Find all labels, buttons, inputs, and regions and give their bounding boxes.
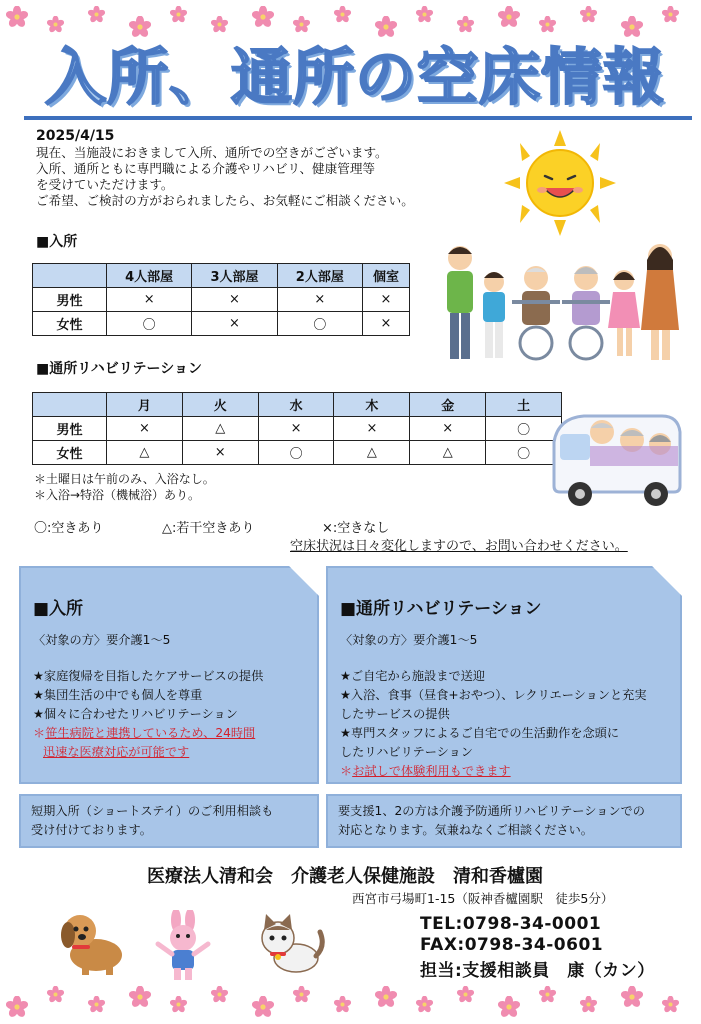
table-cell: 〇: [486, 417, 562, 441]
row-label: 男性: [33, 288, 107, 312]
feature-item: ★専門スタッフによるご自宅での生活動作を念頭に: [340, 726, 620, 740]
sakura-flower-icon: [211, 16, 228, 33]
bus-illustration: [546, 402, 686, 510]
highlight-line: [33, 724, 263, 743]
sun-illustration: [500, 128, 620, 238]
sakura-flower-icon: [457, 16, 474, 33]
sakura-flower-icon: [416, 6, 433, 23]
table-cell: △: [410, 441, 486, 465]
table-cell: ×: [362, 288, 409, 312]
table-cell: ×: [362, 312, 409, 336]
table-row: [33, 312, 410, 336]
sakura-flower-icon: [88, 996, 105, 1013]
table-cell: ×: [107, 417, 183, 441]
page-title: 入所、通所の空床情報: [44, 42, 665, 113]
sakura-flower-icon: [416, 996, 433, 1013]
highlight-text: 迅速な医療対応が可能です: [43, 745, 190, 759]
panel-title: ■入所: [33, 599, 84, 619]
cat-illustration: [248, 908, 326, 978]
sakura-flower-icon: [47, 986, 64, 1003]
sakura-flower-icon: [47, 16, 64, 33]
feature-item: ★個々に合わせたリハビリテーション: [33, 707, 238, 721]
sakura-flower-icon: [662, 6, 679, 23]
date: 2025/4/15: [36, 128, 115, 144]
highlight-text: 笹生病院と連携しているため、24時間: [45, 726, 256, 740]
legend-available: 〇:空きあり: [34, 521, 104, 536]
sakura-flower-icon: [211, 986, 228, 1003]
sakura-border-top: [0, 4, 701, 40]
feature-item: したサービスの提供: [340, 707, 450, 721]
intro-line: 入所、通所ともに専門職による介護やリハビリ、健康管理等: [36, 161, 376, 176]
sakura-flower-icon: [334, 996, 351, 1013]
table-cell: 〇: [258, 441, 334, 465]
table-cell: △: [182, 417, 258, 441]
tel: TEL:0798-34-0001: [420, 914, 602, 934]
row-label: 女性: [33, 312, 107, 336]
intro-line: を受けていただけます。: [36, 177, 174, 192]
sakura-flower-icon: [6, 6, 28, 28]
sakura-flower-icon: [6, 996, 28, 1018]
table-header-row: [33, 393, 562, 417]
table-cell: ×: [107, 288, 192, 312]
sakura-flower-icon: [457, 986, 474, 1003]
sakura-flower-icon: [580, 6, 597, 23]
table-notes: [34, 471, 215, 503]
panel-title: ■通所リハビリテーション: [340, 599, 542, 619]
address: 西宮市弓場町1-15（阪神香櫨園駅 徒歩5分）: [352, 891, 614, 906]
feature-list: [33, 667, 263, 762]
table-cell: ×: [334, 417, 410, 441]
sakura-flower-icon: [88, 6, 105, 23]
sakura-flower-icon: [170, 996, 187, 1013]
sakura-flower-icon: [662, 996, 679, 1013]
sakura-flower-icon: [252, 996, 274, 1018]
fax: FAX:0798-34-0601: [420, 935, 604, 955]
feature-item: ★入浴、食事（昼食+おやつ）、レクリエーションと充実: [340, 688, 647, 702]
vacancy-changes-note: 空床状況は日々変化しますので、お問い合わせください。: [290, 539, 628, 554]
table-header-cell: 2人部屋: [277, 264, 362, 288]
feature-item: したリハビリテーション: [340, 745, 473, 759]
sakura-flower-icon: [129, 986, 151, 1008]
nyusho-vacancy-table: [32, 263, 410, 336]
table-cell: 〇: [277, 312, 362, 336]
staff-contact: 担当:支援相談員 康（カン）: [420, 961, 655, 981]
nyusho-section-label: ■入所: [36, 234, 78, 250]
sakura-flower-icon: [621, 16, 643, 38]
table-header-cell: 4人部屋: [107, 264, 192, 288]
short-stay-note: [19, 794, 319, 848]
row-label: 男性: [33, 417, 107, 441]
sakura-flower-icon: [334, 6, 351, 23]
highlight-star: ＊: [33, 726, 46, 740]
dog-illustration: [52, 905, 130, 977]
table-cell: ×: [192, 312, 277, 336]
intro-line: ご希望、ご検討の方がおられましたら、お気軽にご相談ください。: [36, 193, 414, 208]
legend-none: ×:空きなし: [322, 521, 390, 536]
table-cell: ×: [410, 417, 486, 441]
note-line: ＊土曜日は午前のみ、入浴なし。: [34, 472, 215, 486]
intro-line: 現在、当施設におきまして入所、通所での空きがございます。: [36, 145, 388, 160]
table-row: [33, 288, 410, 312]
highlight-line: [33, 743, 263, 762]
sakura-flower-icon: [129, 16, 151, 38]
table-header-cell: 月: [107, 393, 183, 417]
highlight-star: ＊: [340, 764, 353, 778]
table-header-cell: 土: [486, 393, 562, 417]
table-cell: ×: [182, 441, 258, 465]
target-text: 〈対象の方〉要介護1～5: [33, 633, 171, 647]
table-header-cell: [33, 264, 107, 288]
highlight-text: お試しで体験利用もできます: [352, 764, 511, 778]
sakura-flower-icon: [580, 996, 597, 1013]
support-level-note: [326, 794, 682, 848]
sakura-flower-icon: [170, 6, 187, 23]
tsusho-vacancy-table: [32, 392, 562, 465]
organization-name: 医療法人清和会 介護老人保健施設 清和香櫨園: [147, 866, 543, 887]
target-text: 〈対象の方〉要介護1～5: [340, 633, 478, 647]
sakura-flower-icon: [498, 996, 520, 1018]
intro-text: [36, 145, 506, 209]
highlight-line: [340, 762, 647, 781]
title-underline: [24, 116, 692, 120]
feature-item: ★集団生活の中でも個人を尊重: [33, 688, 203, 702]
table-cell: ×: [192, 288, 277, 312]
table-cell: △: [334, 441, 410, 465]
sakura-flower-icon: [293, 16, 310, 33]
table-row: [33, 417, 562, 441]
sakura-flower-icon: [539, 16, 556, 33]
table-header-cell: 個室: [362, 264, 409, 288]
legend-few: △:若干空きあり: [162, 521, 255, 536]
feature-item: ★ご自宅から施設まで送迎: [340, 669, 485, 683]
tsusho-section-label: ■通所リハビリテーション: [36, 361, 202, 377]
table-header-row: [33, 264, 410, 288]
sakura-flower-icon: [539, 986, 556, 1003]
row-label: 女性: [33, 441, 107, 465]
family-illustration: [438, 240, 688, 365]
sakura-flower-icon: [375, 16, 397, 38]
table-cell: ×: [258, 417, 334, 441]
table-row: [33, 441, 562, 465]
table-header-cell: 3人部屋: [192, 264, 277, 288]
note-line: ＊入浴→特浴（機械浴）あり。: [34, 488, 201, 502]
sakura-flower-icon: [498, 6, 520, 28]
table-header-cell: 火: [182, 393, 258, 417]
table-header-cell: 金: [410, 393, 486, 417]
table-cell: ×: [277, 288, 362, 312]
box-line: 短期入所（ショートステイ）のご利用相談も: [31, 804, 274, 818]
table-header-cell: [33, 393, 107, 417]
box-line: 要支援1、2の方は介護予防通所リハビリテーションでの: [338, 804, 645, 818]
rabbit-illustration: [152, 910, 216, 982]
box-line: 受け付けております。: [31, 823, 152, 837]
table-header-cell: 木: [334, 393, 410, 417]
sakura-flower-icon: [375, 986, 397, 1008]
feature-item: ★家庭復帰を目指したケアサービスの提供: [33, 669, 264, 683]
table-cell: △: [107, 441, 183, 465]
sakura-flower-icon: [621, 986, 643, 1008]
table-cell: 〇: [486, 441, 562, 465]
sakura-border-bottom: [0, 984, 701, 1020]
sakura-flower-icon: [252, 6, 274, 28]
sakura-flower-icon: [293, 986, 310, 1003]
table-cell: 〇: [107, 312, 192, 336]
table-header-cell: 水: [258, 393, 334, 417]
feature-list: [340, 667, 647, 781]
box-line: 対応となります。気兼ねなくご相談ください。: [338, 823, 593, 837]
